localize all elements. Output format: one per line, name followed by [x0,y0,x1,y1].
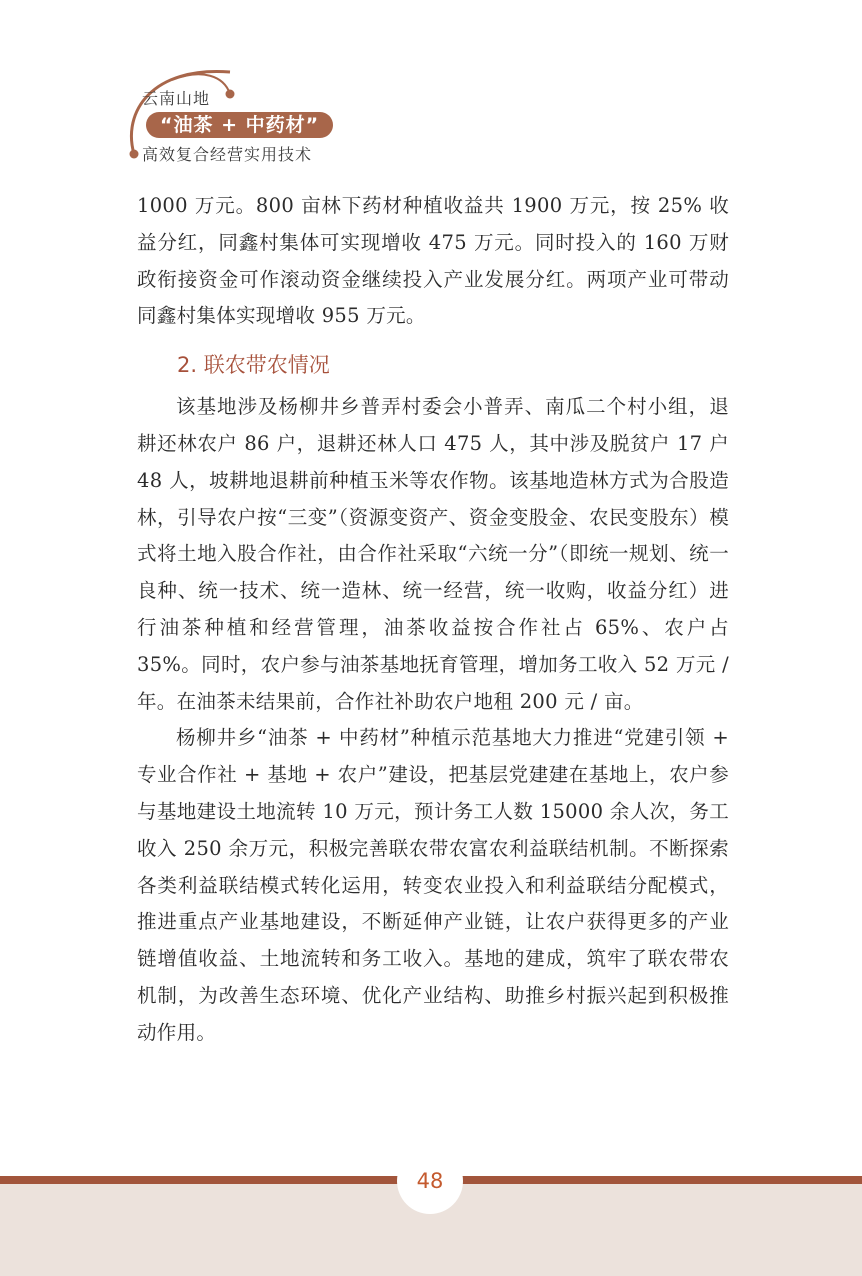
header-book-subtitle: 高效复合经营实用技术 [142,145,313,164]
header-series-title: 云南山地 [142,89,211,108]
paragraph-3: 杨柳井乡“油茶 + 中药材”种植示范基地大力推进“党建引领 + 专业合作社 + 基地 + 农户”建设，把基层党建建在基地上，农户参与基地建设土地流转 10 万元，预计务工人数 15000 余人次，务工收入 250 余万元，积极完善联农带农富农利益联结机制。不断探索各类利益联结模式转化运用，转变农业投入和利益联结分配模式，推进重点产业基地建设，不断延伸产业链，让农户获得更多的产业链增值收益、土地流转和务工收入。基地的建成，筑牢了联农带农机制，为改善生态环境、优化产业结构、助推乡村振兴起到积极推动作用。 [137,726,729,1044]
header-book-title: “油茶 + 中药材” [146,112,333,138]
book-header-emblem [112,62,372,172]
page-number: 48 [397,1148,463,1214]
paragraph-2: 该基地涉及杨柳井乡普弄村委会小普弄、南瓜二个村小组，退耕还林农户 86 户，退耕还林人口 475 人，其中涉及脱贫户 17 户 48 人，坡耕地退耕前种植玉米等农作物。该基地造林方式为合股造林，引导农户按“三变”（资源变资产、资金变股金、农民变股东）模式将土地入股合作社，由合作社采取“六统一分”（即统一规划、统一良种、统一技术、统一造林、统一经营，统一收购，收益分红）进行油茶种植和经营管理，油茶收益按合作社占 65%、农户占 35%。同时，农户参与油茶基地抚育管理，增加务工收入 52 万元 / 年。在油茶未结果前，合作社补助农户地租 200 元 / 亩。 [137,395,729,713]
section-heading: 2. 联农带农情况 [177,353,330,378]
page-body [137,188,729,1052]
paragraph-1: 1000 万元。800 亩林下药材种植收益共 1900 万元，按 25% 收益分红，同鑫村集体可实现增收 475 万元。同时投入的 160 万财政衔接资金可作滚动资金继续投入产业发展分红。两项产业可带动同鑫村集体实现增收 955 万元。 [137,194,729,328]
